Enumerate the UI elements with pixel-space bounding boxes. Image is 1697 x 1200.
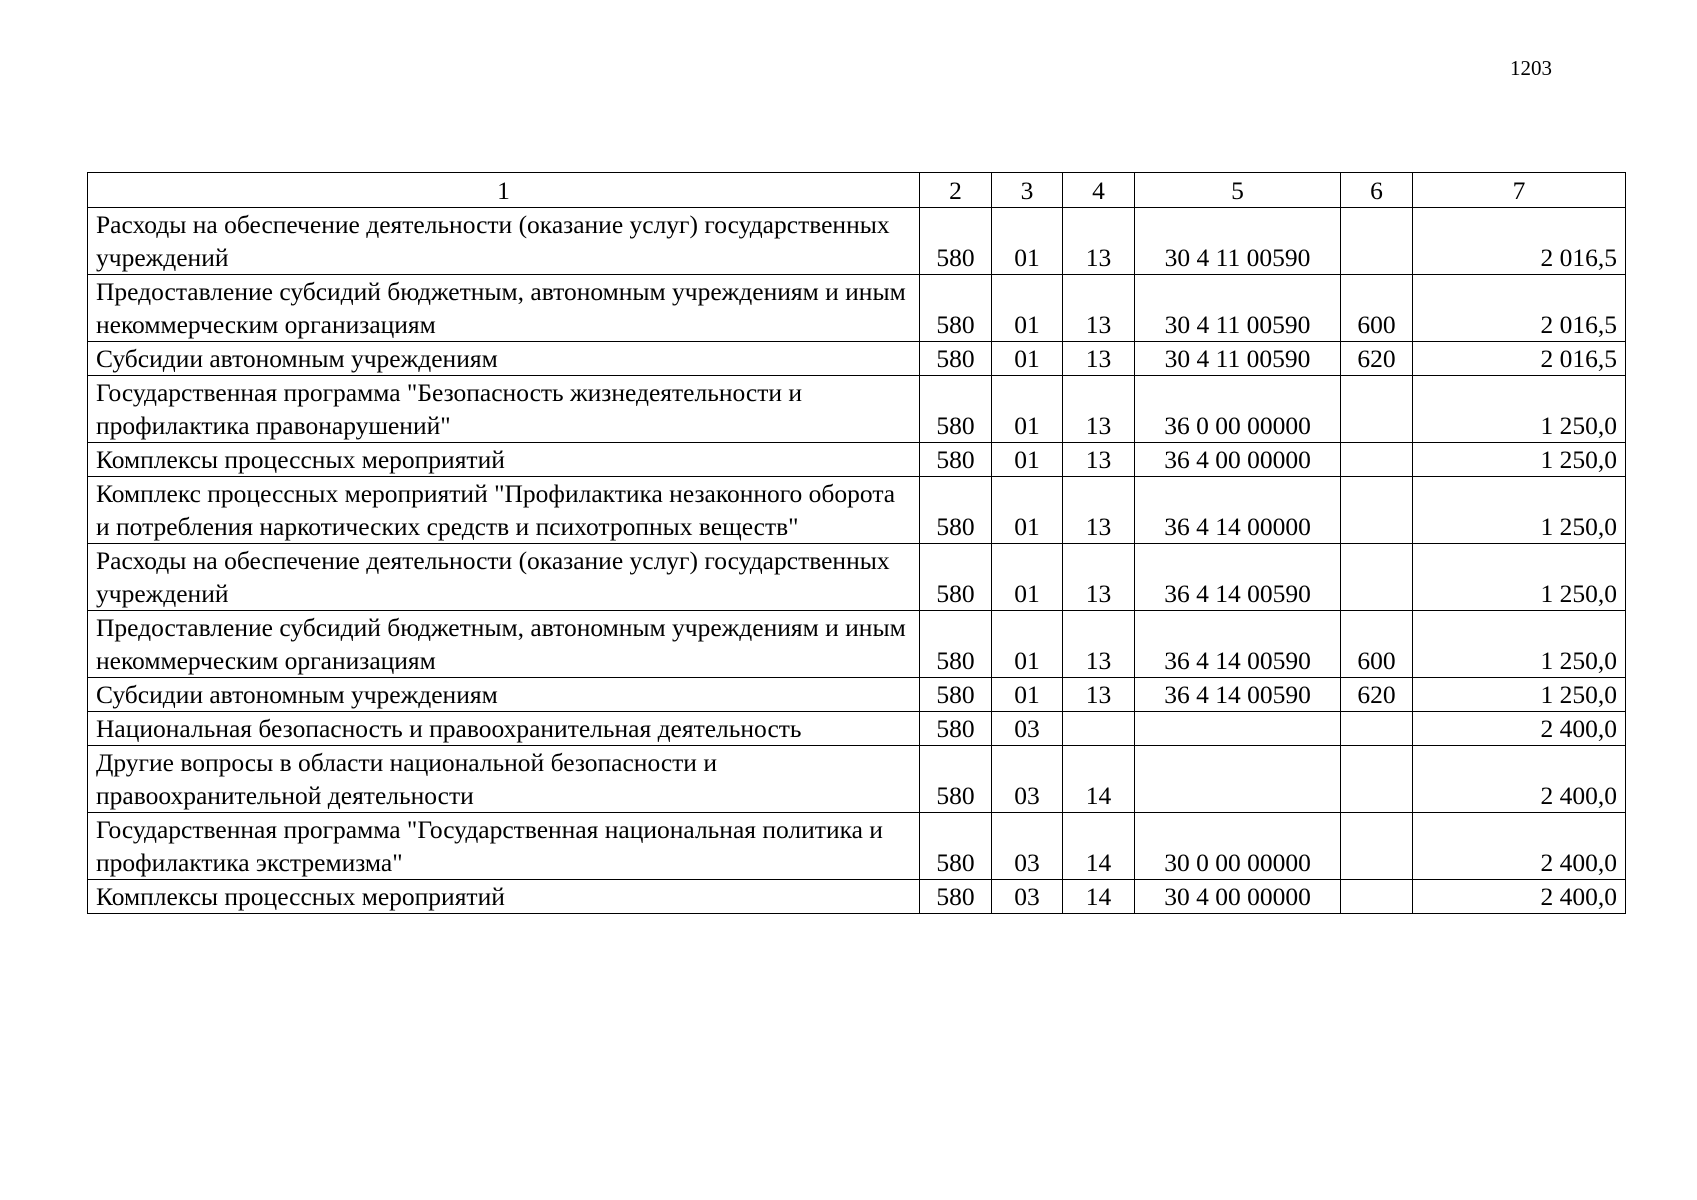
row-subsection-code: 13 — [1063, 376, 1135, 443]
row-subsection-code: 14 — [1063, 746, 1135, 813]
row-name: Предоставление субсидий бюджетным, автономным учреждениям и иным некоммерческим организациям — [88, 611, 920, 678]
row-name: Расходы на обеспечение деятельности (оказание услуг) государственных учреждений — [88, 544, 920, 611]
row-subsection-code: 13 — [1063, 443, 1135, 477]
row-amount: 2 016,5 — [1413, 208, 1626, 275]
row-name: Субсидии автономным учреждениям — [88, 342, 920, 376]
row-expense-type — [1341, 376, 1413, 443]
row-ministry-code: 580 — [920, 208, 992, 275]
row-expense-type: 620 — [1341, 342, 1413, 376]
row-amount: 1 250,0 — [1413, 376, 1626, 443]
row-subsection-code: 13 — [1063, 611, 1135, 678]
row-amount: 1 250,0 — [1413, 611, 1626, 678]
row-expense-type: 600 — [1341, 275, 1413, 342]
row-target-article: 36 4 14 00590 — [1135, 611, 1341, 678]
row-subsection-code: 13 — [1063, 678, 1135, 712]
row-target-article: 36 4 00 00000 — [1135, 443, 1341, 477]
table-row — [88, 678, 1626, 712]
table-row — [88, 477, 1626, 544]
row-section-code: 03 — [992, 880, 1063, 914]
page-number: 1203 — [1510, 56, 1552, 80]
table-row — [88, 376, 1626, 443]
row-target-article — [1135, 746, 1341, 813]
table-row — [88, 342, 1626, 376]
row-amount: 2 016,5 — [1413, 275, 1626, 342]
header-cell-2: 2 — [920, 173, 992, 208]
row-section-code: 01 — [992, 275, 1063, 342]
row-subsection-code: 13 — [1063, 342, 1135, 376]
row-section-code: 01 — [992, 678, 1063, 712]
row-name: Государственная программа "Безопасность жизнедеятельности и профилактика правонарушений" — [88, 376, 920, 443]
row-target-article: 36 4 14 00000 — [1135, 477, 1341, 544]
row-amount: 1 250,0 — [1413, 477, 1626, 544]
row-amount: 2 400,0 — [1413, 880, 1626, 914]
row-section-code: 03 — [992, 746, 1063, 813]
table-row — [88, 208, 1626, 275]
row-section-code: 01 — [992, 208, 1063, 275]
row-subsection-code — [1063, 712, 1135, 746]
row-subsection-code: 13 — [1063, 477, 1135, 544]
row-amount: 2 400,0 — [1413, 813, 1626, 880]
row-target-article: 36 4 14 00590 — [1135, 678, 1341, 712]
row-name: Расходы на обеспечение деятельности (оказание услуг) государственных учреждений — [88, 208, 920, 275]
header-cell-3: 3 — [992, 173, 1063, 208]
row-name: Предоставление субсидий бюджетным, автономным учреждениям и иным некоммерческим организациям — [88, 275, 920, 342]
row-subsection-code: 13 — [1063, 544, 1135, 611]
row-ministry-code: 580 — [920, 443, 992, 477]
row-expense-type — [1341, 712, 1413, 746]
row-section-code: 01 — [992, 611, 1063, 678]
row-target-article: 36 4 14 00590 — [1135, 544, 1341, 611]
row-amount: 1 250,0 — [1413, 678, 1626, 712]
header-cell-5: 5 — [1135, 173, 1341, 208]
row-expense-type — [1341, 544, 1413, 611]
row-ministry-code: 580 — [920, 477, 992, 544]
row-expense-type — [1341, 813, 1413, 880]
table-row — [88, 443, 1626, 477]
row-expense-type — [1341, 880, 1413, 914]
table-row — [88, 746, 1626, 813]
row-target-article: 30 4 11 00590 — [1135, 208, 1341, 275]
table-row — [88, 275, 1626, 342]
row-subsection-code: 13 — [1063, 275, 1135, 342]
row-expense-type: 620 — [1341, 678, 1413, 712]
row-target-article: 30 4 11 00590 — [1135, 275, 1341, 342]
row-amount: 2 016,5 — [1413, 342, 1626, 376]
table-row — [88, 544, 1626, 611]
row-amount: 2 400,0 — [1413, 746, 1626, 813]
row-subsection-code: 14 — [1063, 813, 1135, 880]
table-row — [88, 611, 1626, 678]
row-target-article: 30 0 00 00000 — [1135, 813, 1341, 880]
row-section-code: 01 — [992, 376, 1063, 443]
row-amount: 1 250,0 — [1413, 443, 1626, 477]
row-target-article: 36 0 00 00000 — [1135, 376, 1341, 443]
row-ministry-code: 580 — [920, 611, 992, 678]
row-section-code: 03 — [992, 712, 1063, 746]
row-expense-type: 600 — [1341, 611, 1413, 678]
header-cell-7: 7 — [1413, 173, 1626, 208]
row-expense-type — [1341, 208, 1413, 275]
row-target-article: 30 4 00 00000 — [1135, 880, 1341, 914]
row-ministry-code: 580 — [920, 813, 992, 880]
row-target-article — [1135, 712, 1341, 746]
budget-table — [87, 172, 1626, 914]
row-section-code: 01 — [992, 342, 1063, 376]
table-row — [88, 880, 1626, 914]
row-name: Национальная безопасность и правоохранительная деятельность — [88, 712, 920, 746]
header-cell-4: 4 — [1063, 173, 1135, 208]
row-ministry-code: 580 — [920, 678, 992, 712]
row-ministry-code: 580 — [920, 544, 992, 611]
row-name: Субсидии автономным учреждениям — [88, 678, 920, 712]
row-section-code: 01 — [992, 544, 1063, 611]
header-cell-6: 6 — [1341, 173, 1413, 208]
row-subsection-code: 13 — [1063, 208, 1135, 275]
row-section-code: 01 — [992, 443, 1063, 477]
row-name: Комплекс процессных мероприятий "Профилактика незаконного оборота и потребления наркотических средств и психотропных веществ" — [88, 477, 920, 544]
row-name: Другие вопросы в области национальной безопасности и правоохранительной деятельности — [88, 746, 920, 813]
row-ministry-code: 580 — [920, 880, 992, 914]
header-row — [88, 173, 1626, 208]
row-name: Государственная программа "Государственная национальная политика и профилактика экстремизма" — [88, 813, 920, 880]
row-amount: 2 400,0 — [1413, 712, 1626, 746]
row-section-code: 01 — [992, 477, 1063, 544]
row-ministry-code: 580 — [920, 376, 992, 443]
header-cell-1: 1 — [88, 173, 920, 208]
row-target-article: 30 4 11 00590 — [1135, 342, 1341, 376]
row-ministry-code: 580 — [920, 275, 992, 342]
table-row — [88, 813, 1626, 880]
row-name: Комплексы процессных мероприятий — [88, 443, 920, 477]
row-subsection-code: 14 — [1063, 880, 1135, 914]
row-ministry-code: 580 — [920, 712, 992, 746]
row-amount: 1 250,0 — [1413, 544, 1626, 611]
table-row — [88, 712, 1626, 746]
row-section-code: 03 — [992, 813, 1063, 880]
row-expense-type — [1341, 443, 1413, 477]
row-ministry-code: 580 — [920, 342, 992, 376]
row-expense-type — [1341, 477, 1413, 544]
row-name: Комплексы процессных мероприятий — [88, 880, 920, 914]
row-ministry-code: 580 — [920, 746, 992, 813]
row-expense-type — [1341, 746, 1413, 813]
